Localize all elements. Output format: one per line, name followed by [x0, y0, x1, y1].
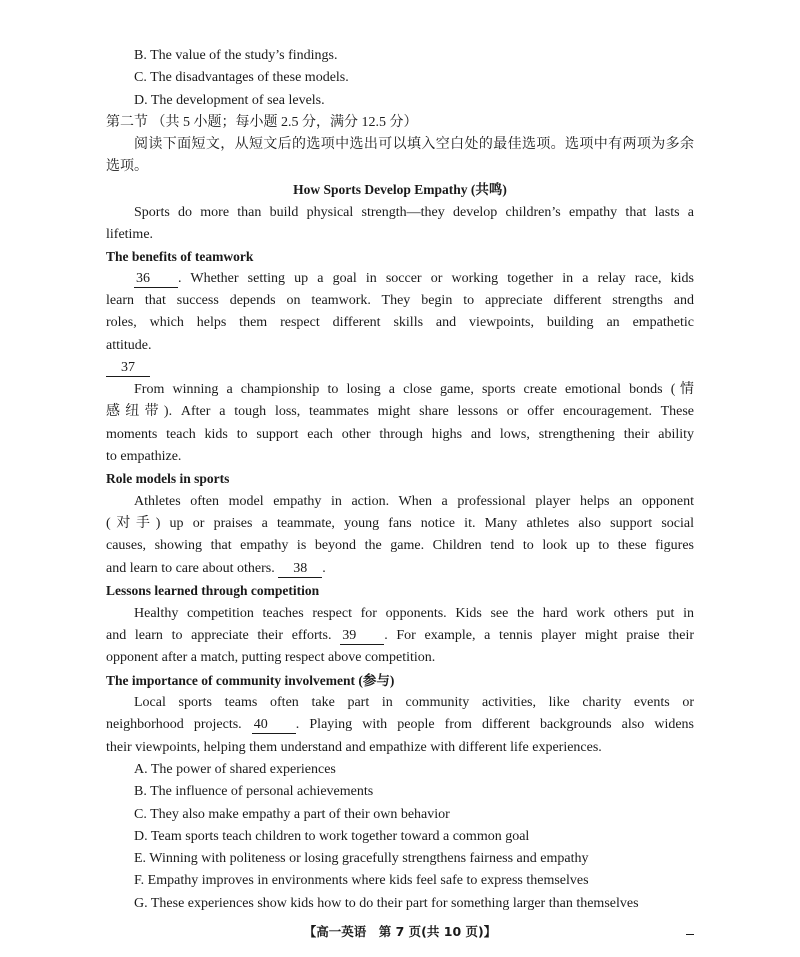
paragraph-2-line-1: From winning a championship to losing a close game, sports create emotional bonds (情	[134, 382, 694, 397]
paragraph-5-line-1: Local sports teams often take part in community activities, like charity events or	[134, 695, 694, 710]
period: .	[322, 561, 326, 576]
paragraph-3-line-2: (对手) up or praises a teammate, young fans notice it. Many athletes also support social	[106, 516, 694, 531]
paragraph-1-text: . Whether setting up a goal in soccer or working together in a relay race, kids	[178, 271, 694, 286]
paragraph-2-line-4: to empathize.	[106, 449, 182, 464]
option-d: D. Team sports teach children to work together toward a common goal	[134, 829, 530, 844]
subheading-role-models: Role models in sports	[106, 471, 230, 486]
paragraph-5-line-2	[106, 715, 694, 735]
paragraph-5-line-3: their viewpoints, helping them understand and empathize with different life experiences.	[106, 740, 602, 755]
prev-option-d: D. The development of sea levels.	[134, 93, 325, 108]
paragraph-3-tail-text: and learn to care about others.	[106, 561, 275, 576]
paragraph-1-line-2: learn that success depends on teamwork. They begin to appreciate different strengths and	[106, 293, 694, 308]
paragraph-2-line-3: moments teach kids to support each other through highs and lows, strengthening their ability	[106, 427, 694, 442]
option-b: B. The influence of personal achievements	[134, 784, 374, 799]
paragraph-3-line-1: Athletes often model empathy in action. When a professional player helps an opponent	[134, 494, 694, 509]
blank-37[interactable]: 37	[106, 360, 150, 377]
prev-option-c: C. The disadvantages of these models.	[134, 70, 349, 85]
intro-line-1: Sports do more than build physical strength—they develop children’s empathy that lasts a	[134, 205, 694, 220]
subheading-teamwork: The benefits of teamwork	[106, 249, 254, 264]
blank-37-row	[106, 358, 694, 378]
section-heading: 第二节 （共 5 小题；每小题 2.5 分，满分 12.5 分）	[106, 115, 418, 130]
intro-line-2: lifetime.	[106, 227, 154, 242]
paragraph-1-line-1	[106, 269, 694, 289]
section-instruction-line-1: 阅读下面短文，从短文后的选项中选出可以填入空白处的最佳选项。选项中有两项为多余	[134, 137, 694, 152]
blank-38[interactable]: 38	[278, 561, 322, 578]
option-a: A. The power of shared experiences	[134, 762, 336, 777]
subheading-competition: Lessons learned through competition	[106, 583, 320, 598]
article-title: How Sports Develop Empathy (共鸣)	[293, 182, 507, 197]
section-instruction-line-2: 选项。	[106, 159, 148, 174]
paragraph-4-text-a: and learn to appreciate their efforts.	[106, 628, 332, 643]
paragraph-4-text-b: . For example, a tennis player might praise their	[384, 628, 694, 643]
option-c: C. They also make empathy a part of their own behavior	[134, 807, 450, 822]
paragraph-4-line-2	[106, 626, 694, 646]
paragraph-2-line-2: 感纽带). After a tough loss, teammates might share lessons or offer encouragement. These	[106, 404, 694, 419]
prev-option-b: B. The value of the study’s findings.	[134, 48, 338, 63]
paragraph-1-line-3: roles, which helps them respect different skills and viewpoints, building an empathetic	[106, 315, 694, 330]
page-footer: 【高一英语 第 7 页(共 10 页)】	[303, 924, 497, 939]
paragraph-4-line-3: opponent after a match, putting respect above competition.	[106, 650, 436, 665]
paragraph-4-line-1: Healthy competition teaches respect for opponents. Kids see the hard work others put in	[134, 606, 694, 621]
option-g: G. These experiences show kids how to do their part for something larger than themselves	[134, 896, 639, 911]
paragraph-1-line-4: attitude.	[106, 338, 152, 353]
blank-36[interactable]: 36	[134, 271, 178, 288]
paragraph-5-text-b: . Playing with people from different backgrounds also widens	[295, 717, 694, 732]
option-e: E. Winning with politeness or losing gracefully strengthens fairness and empathy	[134, 851, 589, 866]
paragraph-3-line-3: causes, showing that empathy is beyond the game. Children tend to look up to these figures	[106, 538, 694, 553]
paragraph-5-text-a: neighborhood projects.	[106, 717, 242, 732]
paragraph-3-line-4	[106, 559, 694, 579]
blank-39[interactable]: 39	[340, 628, 384, 645]
corner-mark	[686, 934, 694, 935]
subheading-community: The importance of community involvement (参与)	[106, 673, 395, 688]
option-f: F. Empathy improves in environments where kids feel safe to express themselves	[134, 873, 589, 888]
blank-40[interactable]: 40	[252, 717, 296, 734]
